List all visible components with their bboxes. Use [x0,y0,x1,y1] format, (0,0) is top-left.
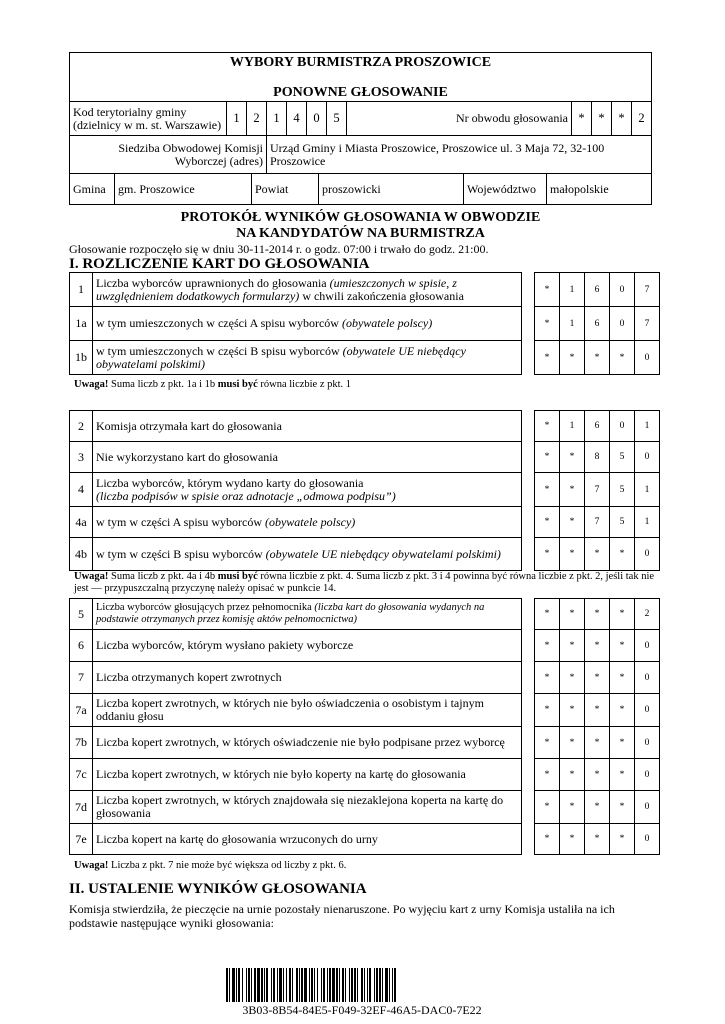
row-italic: (liczba podpisów w spisie oraz adnotacje „odmowa podpisu”) [96,488,396,503]
row-digit: 7 [585,473,610,507]
note-text: równa liczbie z pkt. 1 [257,379,352,390]
row-digit: * [535,411,560,442]
row-number: 7a [70,694,93,727]
voting-info: Głosowanie rozpoczęło się w dniu 30-11-2014 r. o godz. 07:00 i trwało do godz. 21:00. [69,242,489,256]
gmina-value: gm. Proszowice [115,174,252,204]
election-title: WYBORY BURMISTRZA PROSZOWICE [229,55,492,70]
row-digit: 1 [560,307,585,341]
row-digit: * [585,694,610,727]
wojewodztwo-value: małopolskie [550,181,609,196]
row-digit: 1 [560,411,585,442]
code-digit: 1 [267,102,287,136]
row-text: w tym w części A spisu wyborców [96,514,265,529]
row-digit: * [535,473,560,507]
row-digit: * [560,694,585,727]
row-text: Komisja otrzymała kart do głosowania [96,418,282,433]
row-digit: * [535,442,560,473]
code-digit: 5 [327,102,347,136]
row-digit: * [610,538,635,571]
row-digit: * [560,662,585,694]
section2-heading: II. USTALENIE WYNIKÓW GŁOSOWANIA [69,881,367,897]
row-digit: * [560,824,585,855]
row-digit: 6 [585,273,610,307]
note-bold: Uwaga! [74,379,109,390]
row-number: 4 [70,473,93,507]
row-italic: (obywatele polscy) [341,316,433,330]
row-number: 6 [70,630,93,662]
row-number: 4b [70,538,93,571]
note-2 [74,571,664,595]
row-digit: 5 [610,473,635,507]
ballot-table-c [69,598,660,855]
row-text: Liczba otrzymanych kopert zwrotnych [96,670,282,684]
row-digit: * [560,727,585,759]
code-digit: 4 [287,102,307,136]
protocol-title-line2: NA KANDYDATÓW NA BURMISTRZA [236,226,485,241]
row-digit: * [535,273,560,307]
row-digit: * [535,599,560,630]
code-digit: 0 [307,102,327,136]
row-digit: 0 [635,727,660,759]
row-text: w tym umieszczonych w części A spisu wyborców [96,316,342,330]
row-text: Liczba kopert na kartę do głosowania wrzuconych do urny [96,831,378,846]
row-digit: 0 [635,630,660,662]
note-bold: Uwaga! [74,571,109,582]
row-text-cont: w chwili zakończenia głosowania [299,288,464,303]
row-digit: * [535,307,560,341]
row-digit: 8 [585,442,610,473]
row-number: 4a [70,507,93,538]
row-digit: * [610,694,635,727]
note-bold: musi być [217,571,258,582]
row-digit: 0 [610,273,635,307]
row-digit: * [535,694,560,727]
row-digit: * [610,759,635,791]
row-digit: 0 [610,411,635,442]
row-digit: 0 [635,538,660,571]
row-digit: 0 [635,694,660,727]
row-digit: * [560,538,585,571]
row-number: 3 [70,442,93,473]
district-digit: * [592,102,612,136]
row-text: Nie wykorzystano kart do głosowania [96,449,278,464]
ballot-table-b [69,410,660,571]
barcode [226,968,498,1002]
gmina-label: Gmina [70,174,115,204]
row-digit: * [585,759,610,791]
note-text: Liczba z pkt. 7 nie może być większa od liczby z pkt. 6. [108,860,347,871]
row-digit: 6 [585,411,610,442]
protocol-title-line1: PROTOKÓŁ WYNIKÓW GŁOSOWANIA W OBWODZIE [180,210,541,225]
district-digit: 2 [632,102,652,136]
commission-seat-value: Urząd Gminy i Miasta Proszowice, Proszowice ul. 3 Maja 72, 32-100 Proszowice [267,136,652,174]
row-digit: 0 [635,442,660,473]
row-digit: * [610,824,635,855]
row-digit: * [585,662,610,694]
district-digit: * [612,102,632,136]
row-digit: * [560,630,585,662]
row-digit: 1 [635,507,660,538]
row-text: Liczba kopert zwrotnych, w których nie było oświadczenia o osobistym i tajnym oddaniu głosu [96,696,484,723]
row-digit: 0 [610,307,635,341]
row-digit: 7 [635,307,660,341]
powiat-label: Powiat [252,174,319,204]
row-digit: * [610,341,635,375]
row-text: Liczba kopert zwrotnych, w których nie było koperty na kartę do głosowania [96,767,466,781]
ballot-table-a [69,272,660,375]
row-number: 1 [70,273,93,307]
row-number: 1b [70,341,93,375]
row-digit: * [585,630,610,662]
note-text: równa liczbie z pkt. 4. Suma liczb z pkt. 3 i 4 powinna być równa liczbie z pkt. 2, jeśli tak nie jest — przypuszczalną przyczynę należy opisać w punkcie 14. [74,571,655,594]
row-digit: * [560,341,585,375]
barcode-text: 3B03-8B54-84E5-F049-32EF-46A5-DAC0-7E22 [242,1003,482,1017]
row-digit: * [535,662,560,694]
row-digit: 0 [635,759,660,791]
barcode-bar [396,968,398,1002]
row-digit: 1 [635,473,660,507]
district-digit: * [572,102,592,136]
commission-seat-label: Siedziba Obwodowej Komisji Wyborczej (adres) [70,136,267,174]
row-text: Liczba wyborców, którym wysłano pakiety wyborcze [96,638,354,652]
row-number: 7e [70,824,93,855]
row-digit: 0 [635,824,660,855]
row-digit: 1 [560,273,585,307]
row-digit: * [560,759,585,791]
row-number: 1a [70,307,93,341]
row-number: 7b [70,727,93,759]
row-digit: 1 [635,411,660,442]
row-digit: * [535,759,560,791]
row-digit: * [610,662,635,694]
powiat-value: proszowicki [319,174,464,204]
district-number-label: Nr obwodu głosowania [347,102,572,136]
row-digit: 6 [585,307,610,341]
note-text: Suma liczb z pkt. 1a i 1b [108,379,218,390]
row-digit: * [535,538,560,571]
row-digit: * [535,507,560,538]
row-text: w tym w części B spisu wyborców [96,546,266,561]
row-digit: * [560,442,585,473]
row-digit: * [535,341,560,375]
row-digit: * [585,538,610,571]
row-text: Liczba wyborców uprawnionych do głosowania [96,275,327,290]
row-digit: 0 [635,662,660,694]
row-digit: * [585,727,610,759]
note-text: Suma liczb z pkt. 4a i 4b [108,571,218,582]
row-number: 7c [70,759,93,791]
row-text: Liczba wyborców, którym wydano karty do głosowania [96,475,364,490]
row-number: 7 [70,662,93,694]
row-italic: (obywatele UE niebędący obywatelami polskimi) [96,343,466,371]
row-number: 5 [70,599,93,630]
row-digit: * [610,791,635,824]
row-italic: (obywatele UE niebędący obywatelami polskimi) [265,546,501,561]
note-3 [74,860,346,872]
row-digit: * [560,507,585,538]
row-digit: 2 [635,599,660,630]
row-digit: * [585,791,610,824]
row-italic: (umieszczonych w spisie, z uwzględnieniem dodatkowych formularzy) [96,275,457,303]
code-digit: 2 [247,102,267,136]
row-digit: * [535,727,560,759]
election-subtitle: PONOWNE GŁOSOWANIE [273,85,448,100]
row-digit: 0 [635,341,660,375]
territorial-code-label: Kod terytorialny gminy (dzielnicy w m. st. Warszawie) [70,102,227,136]
row-italic: (liczba kart do głosowania wydanych na podstawie otrzymanych przez komisję aktów pełnomocnictwa) [96,602,485,625]
row-digit: * [535,791,560,824]
row-digit: * [560,473,585,507]
row-digit: * [610,630,635,662]
row-digit: * [585,824,610,855]
header-box [69,52,652,200]
section1-heading: I. ROZLICZENIE KART DO GŁOSOWANIA [69,256,370,272]
row-digit: 7 [585,507,610,538]
row-digit: * [535,630,560,662]
code-digit: 1 [227,102,247,136]
row-digit: * [535,824,560,855]
row-digit: 5 [610,442,635,473]
row-number: 2 [70,411,93,442]
note-bold: musi być [217,379,258,390]
row-digit: * [585,341,610,375]
row-digit: 5 [610,507,635,538]
wojewodztwo-label: Województwo [464,174,547,204]
row-digit: * [560,599,585,630]
row-number: 7d [70,791,93,824]
row-digit: * [585,599,610,630]
row-italic: (obywatele polscy) [264,514,356,529]
row-digit: 0 [635,791,660,824]
section2-paragraph: Komisja stwierdziła, że pieczęcie na urnie pozostały nienaruszone. Po wyjęciu kart z urny Komisja ustaliła na ich podstawie następujące wyniki głosowania: [69,902,615,930]
row-text: Liczba kopert zwrotnych, w których oświadczenie nie było podpisane przez wyborcę [96,735,505,749]
row-text: Liczba kopert zwrotnych, w których znajdowała się niezaklejona koperta na kartę do głosowania [96,793,504,820]
row-digit: 7 [635,273,660,307]
row-digit: * [610,599,635,630]
row-text: w tym umieszczonych w części B spisu wyborców [96,343,343,358]
note-1 [74,379,351,391]
row-digit: * [560,791,585,824]
row-text: Liczba wyborców głosujących przez pełnomocnika [96,602,315,613]
row-digit: * [610,727,635,759]
note-bold: Uwaga! [74,860,109,871]
